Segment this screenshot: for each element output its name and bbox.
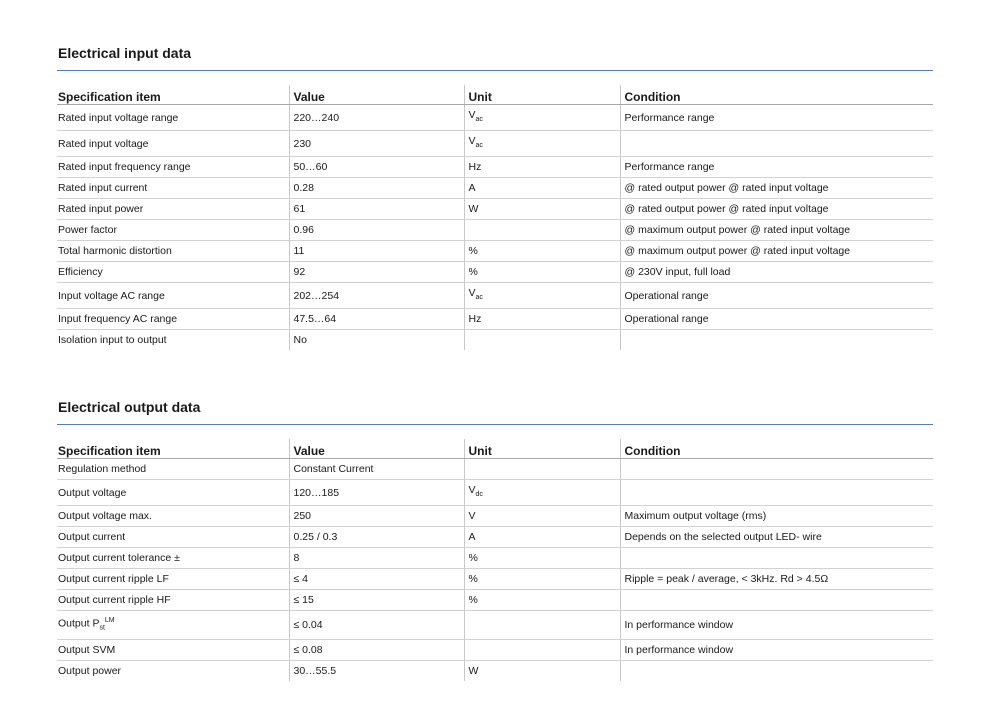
spec-item-cell (57, 220, 289, 241)
spec-item-cell (57, 262, 289, 283)
spec-item-label: Output power (58, 664, 122, 677)
spec-item-cell (57, 569, 289, 590)
condition-text: Operational range (624, 289, 709, 302)
value-cell (289, 660, 464, 681)
condition-text: @ rated output power @ rated input voltage (624, 182, 829, 195)
condition-cell (620, 527, 933, 548)
spec-item-label: Efficiency (58, 266, 103, 279)
table-row (57, 569, 933, 590)
condition-cell (620, 262, 933, 283)
unit-cell (464, 220, 620, 241)
condition-cell (620, 660, 933, 681)
spec-item-label: Output SVM (58, 643, 116, 656)
header-value: Value (289, 439, 464, 459)
value-text: 61 (293, 203, 306, 216)
condition-cell (620, 220, 933, 241)
unit-text: A (468, 182, 476, 195)
value-cell (289, 241, 464, 262)
spec-item-label: Rated input power (58, 203, 144, 216)
unit-cell (464, 131, 620, 157)
spec-item-cell (57, 506, 289, 527)
table-row (57, 330, 933, 351)
spec-item-label: Output current ripple LF (58, 573, 169, 586)
condition-cell (620, 199, 933, 220)
spec-item-cell (57, 527, 289, 548)
value-text: 30…55.5 (293, 664, 337, 677)
unit-text: % (468, 594, 478, 607)
value-text: 0.28 (293, 182, 314, 195)
condition-cell (620, 480, 933, 506)
condition-cell (620, 105, 933, 131)
spec-item-label: Output current (58, 531, 126, 544)
value-text: 11 (293, 245, 305, 258)
unit-text: % (468, 552, 478, 565)
condition-text: Performance range (624, 161, 715, 174)
spec-item-label: Input frequency AC range (58, 313, 178, 326)
spec-item-cell (57, 241, 289, 262)
table-row (57, 639, 933, 660)
unit-cell (464, 660, 620, 681)
unit-text: % (468, 573, 478, 586)
value-cell (289, 199, 464, 220)
unit-text: A (468, 531, 476, 544)
table-row (57, 506, 933, 527)
value-cell (289, 639, 464, 660)
value-text: 8 (293, 552, 300, 565)
condition-cell (620, 309, 933, 330)
unit-cell (464, 639, 620, 660)
spec-item-label: Total harmonic distortion (58, 245, 172, 258)
table-header-row (57, 85, 933, 105)
value-cell (289, 309, 464, 330)
value-cell (289, 262, 464, 283)
condition-cell (620, 506, 933, 527)
value-cell (289, 611, 464, 640)
value-text: 50…60 (293, 161, 328, 174)
value-text: Constant Current (293, 463, 374, 475)
value-text: 92 (293, 266, 306, 279)
spec-item-cell (57, 105, 289, 131)
table-row (57, 548, 933, 569)
unit-cell (464, 548, 620, 569)
value-text: 250 (293, 510, 312, 523)
spec-item-cell (57, 548, 289, 569)
value-text: 230 (293, 137, 312, 150)
spec-item-cell (57, 639, 289, 660)
value-text: ≤ 0.08 (293, 643, 323, 656)
spec-item-cell (57, 611, 289, 640)
table-row (57, 199, 933, 220)
spec-item-label: Isolation input to output (58, 334, 167, 347)
unit-text: % (468, 266, 478, 279)
table-header-row (57, 439, 933, 459)
condition-text: Maximum output voltage (rms) (624, 510, 767, 523)
condition-text: In performance window (624, 643, 734, 656)
header-condition: Condition (620, 439, 933, 459)
condition-cell (620, 548, 933, 569)
condition-text: Ripple = peak / average, < 3kHz. Rd > 4.5Ω (624, 573, 829, 586)
condition-cell (620, 178, 933, 199)
spec-item-cell (57, 590, 289, 611)
value-cell (289, 527, 464, 548)
unit-cell (464, 527, 620, 548)
unit-subscript: ac (475, 294, 483, 302)
unit-text: V (468, 484, 476, 496)
unit-cell (464, 199, 620, 220)
value-cell (289, 569, 464, 590)
value-text: 47.5…64 (293, 313, 337, 326)
spec-item-subscript: st (99, 624, 105, 632)
spec-item-cell (57, 330, 289, 351)
condition-cell (620, 639, 933, 660)
spec-item-cell (57, 178, 289, 199)
unit-text: V (468, 287, 476, 300)
spec-item-label: Output voltage (58, 486, 127, 499)
unit-text: V (468, 109, 476, 121)
unit-subscript: ac (475, 142, 483, 150)
unit-cell (464, 283, 620, 309)
electrical-output-section (57, 396, 933, 681)
value-cell (289, 459, 464, 480)
spec-item-cell (57, 199, 289, 220)
table-row (57, 459, 933, 480)
spec-item-cell (57, 283, 289, 309)
unit-text: Hz (468, 161, 482, 174)
value-cell (289, 157, 464, 178)
condition-cell (620, 590, 933, 611)
unit-cell (464, 330, 620, 351)
table-row (57, 527, 933, 548)
unit-cell (464, 611, 620, 640)
spec-item-cell (57, 660, 289, 681)
header-spec-item: Specification item (57, 85, 289, 105)
unit-text: Hz (468, 313, 482, 326)
spec-item-cell (57, 309, 289, 330)
table-row (57, 283, 933, 309)
unit-cell (464, 590, 620, 611)
header-unit: Unit (464, 439, 620, 459)
value-text: ≤ 15 (293, 594, 314, 607)
table-row (57, 611, 933, 640)
condition-text: Performance range (624, 111, 715, 124)
value-text: 120…185 (293, 486, 340, 499)
value-cell (289, 480, 464, 506)
unit-cell (464, 178, 620, 199)
value-cell (289, 330, 464, 351)
section-title: Electrical input data (57, 42, 933, 71)
condition-cell (620, 569, 933, 590)
value-text: 220…240 (293, 111, 340, 124)
header-spec-item: Specification item (57, 439, 289, 459)
table-row (57, 241, 933, 262)
value-cell (289, 548, 464, 569)
electrical-input-section (57, 42, 933, 350)
unit-cell (464, 241, 620, 262)
spec-item-label: Output P (58, 617, 100, 630)
unit-text: V (468, 135, 476, 148)
spec-item-superscript: LM (104, 617, 115, 625)
condition-text: Depends on the selected output LED- wire (624, 531, 822, 544)
unit-text: V (468, 510, 476, 523)
table-row (57, 480, 933, 506)
input-spec-table (57, 85, 933, 350)
table-row (57, 309, 933, 330)
value-cell (289, 105, 464, 131)
spec-item-cell (57, 131, 289, 157)
table-row (57, 590, 933, 611)
condition-text: @ maximum output power @ rated input voltage (624, 224, 851, 237)
spec-item-label: Rated input voltage range (58, 111, 179, 124)
condition-text: @ maximum output power @ rated input voltage (624, 245, 851, 258)
value-cell (289, 283, 464, 309)
section-title: Electrical output data (57, 396, 933, 425)
unit-cell (464, 309, 620, 330)
condition-cell (620, 157, 933, 178)
unit-cell (464, 262, 620, 283)
unit-text: W (468, 203, 479, 216)
value-cell (289, 220, 464, 241)
value-cell (289, 506, 464, 527)
table-row (57, 262, 933, 283)
table-row (57, 131, 933, 157)
table-row (57, 157, 933, 178)
spec-item-cell (57, 459, 289, 480)
spec-item-label: Rated input voltage (58, 137, 149, 150)
value-text: ≤ 0.04 (293, 618, 323, 631)
condition-cell (620, 459, 933, 480)
header-value: Value (289, 85, 464, 105)
unit-cell (464, 506, 620, 527)
condition-cell (620, 131, 933, 157)
condition-cell (620, 283, 933, 309)
condition-cell (620, 330, 933, 351)
unit-subscript: ac (475, 116, 483, 124)
spec-item-label: Rated input current (58, 182, 148, 195)
table-row (57, 178, 933, 199)
value-text: 0.96 (293, 224, 314, 237)
unit-subscript: dc (475, 491, 483, 499)
spec-item-label: Rated input frequency range (58, 161, 191, 174)
unit-cell (464, 157, 620, 178)
unit-cell (464, 480, 620, 506)
unit-cell (464, 569, 620, 590)
spec-item-label: Input voltage AC range (58, 289, 165, 302)
value-text: 0.25 / 0.3 (293, 531, 338, 544)
value-cell (289, 590, 464, 611)
spec-item-cell (57, 480, 289, 506)
table-row (57, 105, 933, 131)
header-condition: Condition (620, 85, 933, 105)
value-text: ≤ 4 (293, 573, 309, 586)
value-text: 202…254 (293, 289, 340, 302)
unit-cell (464, 105, 620, 131)
value-cell (289, 131, 464, 157)
condition-text: @ 230V input, full load (624, 266, 731, 279)
condition-text: In performance window (624, 618, 734, 631)
value-text: No (293, 334, 307, 347)
spec-item-label: Output voltage max. (58, 510, 152, 523)
unit-cell (464, 459, 620, 480)
unit-text: % (468, 245, 478, 258)
condition-cell (620, 241, 933, 262)
condition-text: Operational range (624, 313, 709, 326)
spec-item-label: Power factor (58, 224, 117, 237)
table-row (57, 660, 933, 681)
output-spec-table (57, 439, 933, 681)
unit-text: W (468, 664, 479, 677)
table-row (57, 220, 933, 241)
header-unit: Unit (464, 85, 620, 105)
spec-item-label: Output current tolerance ± (58, 552, 180, 565)
value-cell (289, 178, 464, 199)
spec-item-cell (57, 157, 289, 178)
spec-item-label: Output current ripple HF (58, 594, 171, 607)
condition-text: @ rated output power @ rated input voltage (624, 203, 829, 216)
spec-item-label: Regulation method (58, 463, 147, 475)
condition-cell (620, 611, 933, 640)
